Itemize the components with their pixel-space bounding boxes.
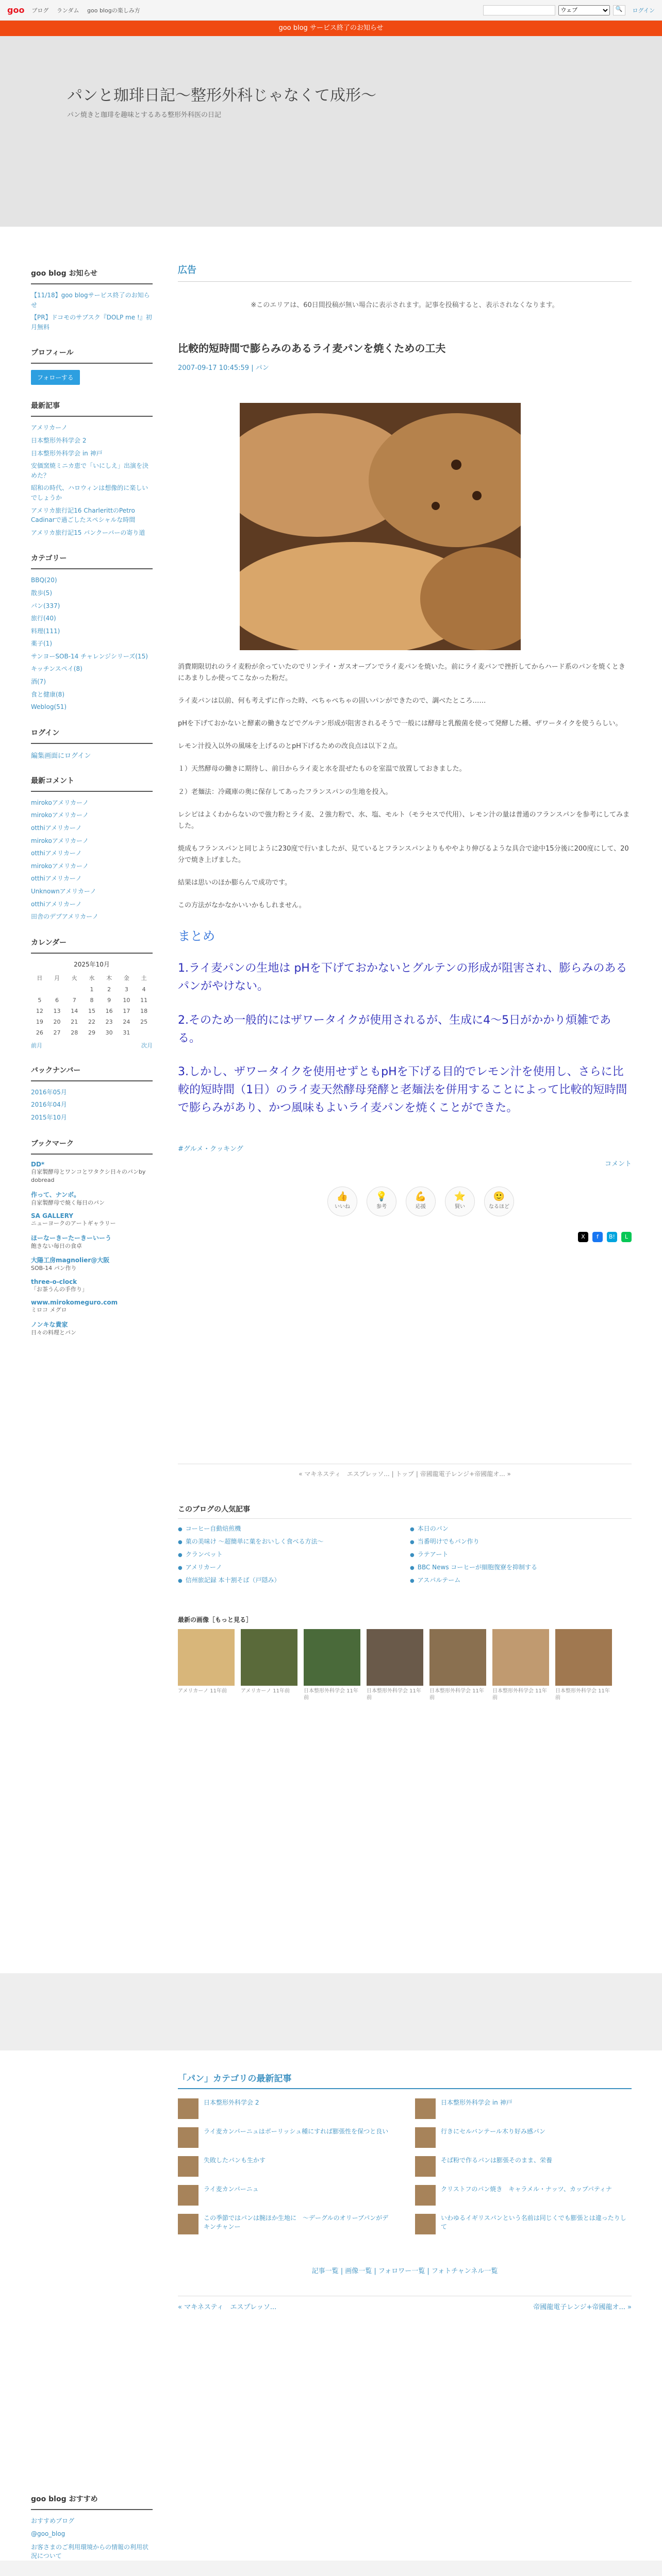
calendar-day-header: 金 [123,974,129,981]
login-link[interactable]: ログイン [632,7,655,14]
category-latest-item[interactable]: ライ麦カンパーニュはボーリッシュ種にすれば膨張性を保つと良い [178,2127,394,2148]
article-tag[interactable]: #グルメ・クッキング [178,1145,243,1153]
bookmark-desc: 飽きない毎日の食卓 [31,1242,82,1249]
bookmark-desc: 自家製酵母で焼く毎日のパン [31,1199,105,1206]
popular-item[interactable]: ● アメリカーノ [178,1563,400,1571]
search-input[interactable] [483,5,555,15]
comment-item[interactable]: otthiアメリカーノ [31,900,82,908]
bookmark-link[interactable]: three-o-clock [31,1278,77,1285]
category-latest-title: 「パン」カテゴリの最新記事 [178,2071,632,2089]
login-title: ログイン [31,727,153,744]
sidebar [31,268,153,1352]
ad-note: ※このエリアは、60日間投稿が無い場合に表示されます。記事を投稿すると、表示されなくなります。 [251,301,559,309]
latest-thumb[interactable]: 日本整形外科学会 11年前 [367,1629,423,1701]
category-latest-item[interactable]: 行きにセルバンテール木り好み感パン [415,2127,632,2148]
bread-photo-art [240,403,521,650]
article-paragraph: この方法がなかなかいいかもしれません。 [178,902,306,910]
article-title[interactable]: 比較的短時間で膨らみのあるライ麦パンを焼くための工夫 [178,342,446,354]
search-scope-select[interactable] [558,5,610,15]
main-content [178,263,632,1701]
article-pager[interactable]: « マキネスティ エスプレッソ... | トップ | 帝國龍電子レンジ+帝國龍オ... » [178,1464,632,1478]
goo-logo[interactable]: goo [7,5,25,15]
reaction-buttons [327,1187,632,1216]
recent-item[interactable]: 日本整形外科学会 in 神戸 [31,449,103,457]
bookmark-link[interactable]: ほーなーきーたーきーいーう [31,1234,112,1242]
bookmark-section [31,1138,153,1337]
calendar-week: 5 6 7 8 9 10 11 [38,996,148,1004]
article-paragraph: ２）老麺法：冷蔵庫の奥に保存してあったフランスパンの生地を投入。 [178,788,392,796]
calendar-day-header: 木 [106,974,112,981]
ad-heading: 広告 [178,263,632,282]
category-latest [178,2071,632,2311]
comments-title: 最新コメント [31,775,153,792]
prev-article-link[interactable]: « マキネスティ エスプレッソ... [178,2303,277,2311]
backnumber-title: バックナンバー [31,1065,153,1081]
bookmark-desc: 「お茶うんの手作り」 [31,1285,88,1293]
recent-item[interactable]: 昭和の時代、ハロウィンは想像的に楽しいでしょうか [31,484,148,501]
popular-grid [178,1524,632,1584]
like-icon: 👍 [336,1191,349,1202]
popular-item[interactable]: ● ラテアート [410,1550,632,1558]
backnumber-section [31,1065,153,1123]
recent-item[interactable]: アメリカ旅行記16 CharlerittのPetro Cadinarで過ごしたスペシャルな時間 [31,506,136,524]
popular-item[interactable]: ● 本日のパン [410,1524,632,1533]
article-paragraph: pHを下げておかないと酵素の働きなどでグルテン形成が阻害されるそうで一般には酵母と乳酸菌を使って発酵した種、ザワータイクを使うらしい。 [178,720,622,728]
popular-item[interactable]: ● アスパルテーム [410,1575,632,1584]
category-item[interactable]: 酒(7) [31,678,46,686]
recent-section [31,400,153,537]
reaction-button[interactable]: ⭐ 賢い [445,1187,475,1216]
global-link-blog[interactable]: ブログ [31,7,49,14]
comment-item[interactable]: mirokoアメリカーノ [31,862,89,870]
backnumber-item[interactable]: 2016年05月 [31,1088,67,1096]
category-latest-item[interactable]: そば粉で作るパンは膨張そのまま、栄養 [415,2156,632,2177]
backnumber-item[interactable]: 2016年04月 [31,1101,67,1109]
reaction-button[interactable]: 💡 参考 [367,1187,396,1216]
bookmark-desc: ニューヨークのアートギャラリー [31,1220,116,1227]
popular-item[interactable]: ● 信州旅記録 本十割そば（戸隠み） [178,1575,400,1584]
popular-item[interactable]: ● BBC News コーヒーが細胞復寮を抑制する [410,1563,632,1571]
calendar-day-header: 火 [71,974,77,981]
summary-point: 1.ライ麦パンの生地は pHを下げておかないとグルテンの形成が阻害され、膨らみのあるパンがやけない。 [178,962,627,993]
article-paragraph: １）天然酵母の働きに期待し、前日からライ麦と水を混ぜたものを室温で放置しておきました。 [178,765,466,773]
category-item[interactable]: 散歩(5) [31,589,52,597]
bookmark-link[interactable]: ノンキな貴家 [31,1320,68,1328]
category-latest-item[interactable]: 日本整形外科学会 in 神戸 [415,2098,632,2119]
category-item[interactable]: サンヨーSOB-14 チャレンジシリーズ(15) [31,652,148,660]
page-footer [0,2561,662,2576]
recent-title: 最新記事 [31,400,153,417]
recent-item[interactable]: 安価窯焼ミニカ恵で「いにしえ」出演を決めた？ [31,462,149,479]
category-latest-item[interactable]: クリストフのパン焼き キャラメル・ナッツ、カップパティナ [415,2185,632,2206]
article-paragraph: レシピはよくわからないので強力粉とライ麦、２強力粉で、水、塩、モルト（モラセスで代用）、レモン汁の量は普通のフランスパンを参考にしてみました。 [178,810,630,830]
popular-title: このブログの人気記事 [178,1504,632,1519]
blog-subtitle: パン焼きと珈琲を趣味とするある整形外科医の日記 [67,111,222,119]
profile-section [31,347,153,385]
next-article-link[interactable]: 帝國龍電子レンジ+帝國龍オ... » [533,2303,632,2311]
bookmark-link[interactable]: 大陽工房magnolier@大阪 [31,1257,110,1264]
comment-item[interactable]: otthiアメリカーノ [31,850,82,857]
article-paragraph: レモン汁投入以外の風味を上げるのとpH下げるための改良点は以下２点。 [178,742,402,751]
category-item[interactable]: Weblog(51) [31,703,67,711]
calendar-day-header: 月 [54,974,60,981]
calendar-week: 1 2 3 4 [90,986,146,993]
login-edit-link[interactable]: 編集画面にログイン [31,752,91,760]
latest-thumb[interactable]: アメリカーノ 11年前 [178,1629,235,1701]
category-item[interactable]: パン(337) [31,602,60,609]
comment-item[interactable]: otthiアメリカーノ [31,875,82,883]
latest-thumb[interactable]: 日本整形外科学会 11年前 [555,1629,612,1701]
category-latest-item[interactable]: いわゆるイギリスパンという名前は同じくでも膨張とは違ったりして [415,2214,632,2234]
search-icon[interactable]: 🔍 [613,5,625,15]
backnumber-item[interactable]: 2015年10月 [31,1113,67,1121]
latest-thumb[interactable]: 日本整形外科学会 11年前 [304,1629,360,1701]
summary-point: 2.そのため一般的にはザワータイクが使用されるが、生成に4〜5日がかかり煩雑である。 [178,1013,611,1045]
global-bar [0,0,662,21]
category-title: カテゴリー [31,553,153,569]
recent-item[interactable]: 日本整形外科学会 2 [31,436,87,444]
comments-section [31,775,153,922]
comment-item[interactable]: 田舎のデブアメリカーノ [31,913,98,921]
bookmark-desc: 日々の料理とパン [31,1329,76,1336]
summary-heading: まとめ [178,929,215,944]
article-date: 2007-09-17 10:45:59 | パン [178,364,269,372]
prev-next-nav [178,2296,632,2311]
service-notice[interactable]: goo blog サービス終了のお知らせ [0,21,662,36]
calendar-week: 12 13 14 15 16 17 18 [36,1007,148,1014]
bookmark-link[interactable]: DD* [31,1160,45,1168]
popular-section [178,1504,632,1584]
recent-item[interactable]: アメリカ旅行記15 バンクーバーの寄り道 [31,529,145,536]
profile-title: プロフィール [31,347,153,364]
news-section [31,268,153,332]
privacy-link[interactable]: お客さまのご利用環境からの情報の利用状況について [31,2544,149,2560]
x-share-icon[interactable]: X [578,1232,588,1242]
calendar-section [31,937,153,1049]
category-item[interactable]: キッチンスペイ(8) [31,665,82,673]
category-item[interactable]: 薬子(1) [31,640,52,648]
login-section [31,727,153,760]
bulb-icon: 💡 [375,1191,388,1202]
news-title: goo blog お知らせ [31,268,153,284]
reaction-button[interactable]: 💪 応援 [406,1187,436,1216]
calendar-prev-link[interactable]: 前月 [31,1042,42,1049]
hatena-share-icon[interactable]: B! [607,1232,617,1242]
latest-thumb[interactable]: 日本整形外科学会 11年前 [492,1629,549,1701]
share-buttons [178,1232,632,1242]
category-latest-item[interactable]: 失敗したパンも生かす [178,2156,394,2177]
recommend-blog-link[interactable]: おすすめブログ [31,2517,75,2524]
latest-thumb[interactable]: アメリカーノ 11年前 [241,1629,297,1701]
reaction-button[interactable]: 👍 いいね [327,1187,357,1216]
news-item[interactable]: 【PR】ドコモのサブスク『DOLP me !』初月無料 [31,314,152,331]
comment-item[interactable]: Unknownアメリカーノ [31,888,96,895]
latest-images-title: 最新の画像［もっと見る］ [178,1616,253,1623]
summary-point: 3.しかし、ザワータイクを使用せずともpHを下げる目的でレモン汁を使用し、さらに比較的短時間（1日）のライ麦天然酵母発酵と老麺法を併用することによって比較的短時間で膨らみがあり、かつ風味もよいライ麦パンを焼くことができた。 [178,1065,627,1115]
line-share-icon[interactable]: L [621,1232,632,1242]
calendar-week: 26 27 28 29 30 31 [36,1029,130,1036]
bookmark-desc: SOB-14 パン作り [31,1265,77,1272]
bookmark-desc: 自家製酵母とワンコとワタクシ日々のパンby dobread [31,1168,146,1184]
global-link-howto[interactable]: goo blogの楽しみ方 [87,7,140,14]
calendar-table [31,972,153,1038]
twitter-link[interactable]: @goo_blog [31,2530,65,2537]
latest-thumb[interactable]: 日本整形外科学会 11年前 [429,1629,486,1701]
comment-item[interactable]: mirokoアメリカーノ [31,837,89,844]
popular-item[interactable]: ● 当番明けでもパン作り [410,1537,632,1546]
bookmark-link[interactable]: 作って、ナンボ。 [31,1191,80,1198]
calendar-week: 19 20 21 22 23 24 25 [36,1018,148,1025]
article-paragraph: 消費期限切れのライ麦粉が余っていたのでリンテイ・ガスオーブンでライ麦パンを焼いた。前にライ麦パンで挫折してからハード系のパンを焼くときにあまりしか使ってこなかった粉だ。 [178,663,625,683]
star-icon: ⭐ [454,1191,466,1202]
calendar-next-link[interactable]: 次月 [141,1042,153,1049]
list-links[interactable]: 記事一覧 | 画像一覧 | フォロワー一覧 | フォトチャンネル一覧 [311,2267,498,2275]
comment-item[interactable]: otthiアメリカーノ [31,824,82,832]
popular-item[interactable]: ● コーヒー自動焙煎機 [178,1524,400,1533]
blog-header [0,36,662,227]
goo-recommend-title: goo blog おすすめ [31,2494,153,2510]
blog-title[interactable]: パンと珈琲日記〜整形外科じゃなくて成形〜 [67,87,376,105]
popular-item[interactable]: ● クランベット [178,1550,400,1558]
article-paragraph: ライ麦パンは以前、何も考えずに作った時、ぺちゃぺちゃの固いパンができたので、調べたところ…… [178,697,486,705]
category-latest-item[interactable]: この季節ではパンは腕ほか生地に 〜デーグルのオリーブパンがデキンチャンー [178,2214,394,2234]
global-links [31,6,146,14]
category-item[interactable]: 料理(111) [31,627,60,635]
bookmark-link[interactable]: SA GALLERY [31,1212,74,1220]
comment-item[interactable]: mirokoアメリカーノ [31,811,89,819]
article-paragraph: 結果は思いのほか膨らんで成功です。 [178,879,291,887]
article-paragraph: 焼成もフランスパンと同じように230度で行いましたが、見ているとフランスパンよりもややより伸びるような具合で途中15分後に200度にして、20分で焼き上げました。 [178,844,629,864]
category-latest-item[interactable]: 日本整形外科学会 2 [178,2098,394,2119]
gray-band [0,1973,662,2050]
calendar-day-header: 水 [89,974,95,981]
reaction-button[interactable]: 🙂 なるほど [484,1187,514,1216]
facebook-share-icon[interactable]: f [592,1232,603,1242]
category-item[interactable]: BBQ(20) [31,577,57,584]
bread-photo [240,403,521,650]
comment-item[interactable]: mirokoアメリカーノ [31,799,89,806]
global-search [483,5,655,15]
calendar-day-header: 土 [141,974,147,981]
bookmark-link[interactable]: www.mirokomeguro.com [31,1299,118,1307]
calendar-month: 2025年10月 [74,960,110,968]
follow-button[interactable]: フォローする [31,370,80,385]
content-wrap [0,227,662,2576]
comment-link[interactable]: コメント [604,1160,632,1168]
cheer-icon: 💪 [415,1191,427,1202]
category-section [31,553,153,712]
popular-item[interactable]: ● 菓の美味け 〜超簡単に菓をおいしく食べる方法〜 [178,1537,400,1546]
category-latest-item[interactable]: ライ麦カンパーニュ [178,2185,394,2206]
latest-images [178,1615,632,1701]
bookmark-desc: ミロコ メグロ [31,1307,67,1314]
recent-item[interactable]: アメリカーノ [31,424,68,432]
category-item[interactable]: 旅行(40) [31,615,56,622]
calendar-day-header: 日 [37,974,43,981]
smile-icon: 🙂 [493,1191,505,1202]
calendar-title: カレンダー [31,937,153,954]
global-link-random[interactable]: ランダム [56,7,79,14]
category-item[interactable]: 食と健康(8) [31,690,64,698]
news-item[interactable]: 【11/18】goo blogサービス終了のお知らせ [31,292,150,309]
bookmark-title: ブックマーク [31,1138,153,1155]
